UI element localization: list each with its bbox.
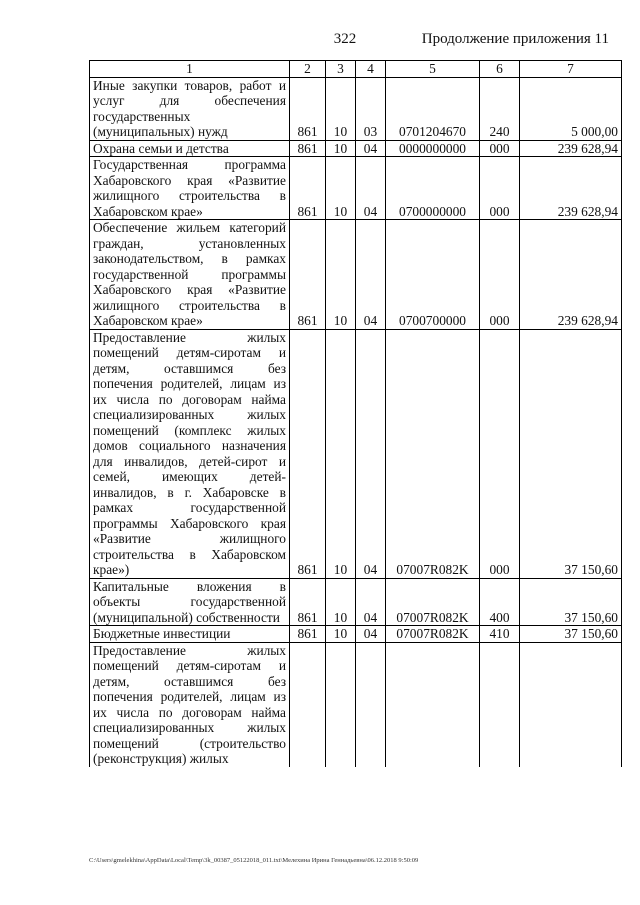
cell-ministry-code: 861 (290, 157, 326, 220)
cell-target-article: 0700000000 (386, 157, 480, 220)
row-name: Предоставление жилых помещений детям-сиротам и детям, оставшимся без попечения родителей, лицам из их числа по договорам найма специализированных жилых помещений (комплекс жилых домов социального назначения для инвалидов, детей-сирот и семей, имеющих детей-инвалидов, в г. Хабаровске в рамках государственной программы Хабаровского края «Развитие жилищного строительства в Хабаровском крае») (90, 329, 290, 578)
cell-section (326, 642, 356, 767)
cell-ministry-code: 861 (290, 77, 326, 140)
cell-target-article: 0701204670 (386, 77, 480, 140)
cell-section: 10 (326, 578, 356, 626)
cell-target-article: 07007R082K (386, 578, 480, 626)
table-row (90, 220, 622, 330)
cell-expense-type: 000 (480, 220, 520, 330)
cell-section: 10 (326, 329, 356, 578)
column-header: 3 (326, 61, 356, 78)
row-name: Предоставление жилых помещений детям-сиротам и детям, оставшимся без попечения родителей, лицам из их числа по договорам найма специализированных жилых помещений (строительство (реконструкция) жилых (90, 642, 290, 767)
cell-expense-type: 000 (480, 140, 520, 157)
cell-ministry-code: 861 (290, 140, 326, 157)
column-header: 5 (386, 61, 480, 78)
cell-ministry-code: 861 (290, 626, 326, 643)
table-row (90, 140, 622, 157)
table-row (90, 578, 622, 626)
column-header: 4 (356, 61, 386, 78)
cell-ministry-code (290, 642, 326, 767)
cell-section: 10 (326, 626, 356, 643)
cell-amount: 5 000,00 (520, 77, 622, 140)
cell-target-article: 0700700000 (386, 220, 480, 330)
column-header: 2 (290, 61, 326, 78)
cell-amount: 239 628,94 (520, 220, 622, 330)
column-header: 7 (520, 61, 622, 78)
cell-section: 10 (326, 77, 356, 140)
table-header-row (90, 61, 622, 78)
cell-expense-type: 410 (480, 626, 520, 643)
column-header: 6 (480, 61, 520, 78)
cell-ministry-code: 861 (290, 578, 326, 626)
cell-ministry-code: 861 (290, 220, 326, 330)
table-row (90, 77, 622, 140)
cell-subsection: 04 (356, 140, 386, 157)
table-row (90, 329, 622, 578)
cell-expense-type: 240 (480, 77, 520, 140)
row-name: Обеспечение жильем категорий граждан, установленных законодательством, в рамках государственной программы Хабаровского края «Развитие жилищного строительства в Хабаровском крае» (90, 220, 290, 330)
cell-expense-type (480, 642, 520, 767)
cell-ministry-code: 861 (290, 329, 326, 578)
cell-subsection: 04 (356, 626, 386, 643)
cell-target-article: 07007R082K (386, 626, 480, 643)
cell-expense-type: 400 (480, 578, 520, 626)
cell-section: 10 (326, 140, 356, 157)
cell-target-article: 0000000000 (386, 140, 480, 157)
cell-amount: 37 150,60 (520, 626, 622, 643)
cell-amount: 37 150,60 (520, 578, 622, 626)
cell-subsection: 04 (356, 578, 386, 626)
cell-section: 10 (326, 220, 356, 330)
cell-section: 10 (326, 157, 356, 220)
page-number: 322 (333, 31, 357, 47)
file-path-footer: C:\Users\gmelekhina\AppData\Local\Temp\3k_00387_05122018_011.txt\Мелехина Ирина Геннадьевна\06.12.2018 9:50:09 (89, 857, 419, 864)
column-header: 1 (90, 61, 290, 78)
cell-amount: 239 628,94 (520, 140, 622, 157)
cell-target-article (386, 642, 480, 767)
row-name: Иные закупки товаров, работ и услуг для обеспечения государственных (муниципальных) нужд (90, 77, 290, 140)
cell-subsection (356, 642, 386, 767)
table-row (90, 642, 622, 767)
row-name: Капитальные вложения в объекты государственной (муниципальной) собственности (90, 578, 290, 626)
table-row (90, 626, 622, 643)
appendix-caption: Продолжение приложения 11 (421, 31, 609, 47)
cell-expense-type: 000 (480, 329, 520, 578)
cell-subsection: 04 (356, 220, 386, 330)
cell-subsection: 04 (356, 157, 386, 220)
row-name: Бюджетные инвестиции (90, 626, 290, 643)
table-row (90, 157, 622, 220)
cell-expense-type: 000 (480, 157, 520, 220)
cell-amount: 37 150,60 (520, 329, 622, 578)
row-name: Государственная программа Хабаровского края «Развитие жилищного строительства в Хабаровском крае» (90, 157, 290, 220)
cell-subsection: 04 (356, 329, 386, 578)
cell-target-article: 07007R082K (386, 329, 480, 578)
cell-subsection: 03 (356, 77, 386, 140)
row-name: Охрана семьи и детства (90, 140, 290, 157)
budget-table (89, 60, 622, 767)
cell-amount (520, 642, 622, 767)
cell-amount: 239 628,94 (520, 157, 622, 220)
